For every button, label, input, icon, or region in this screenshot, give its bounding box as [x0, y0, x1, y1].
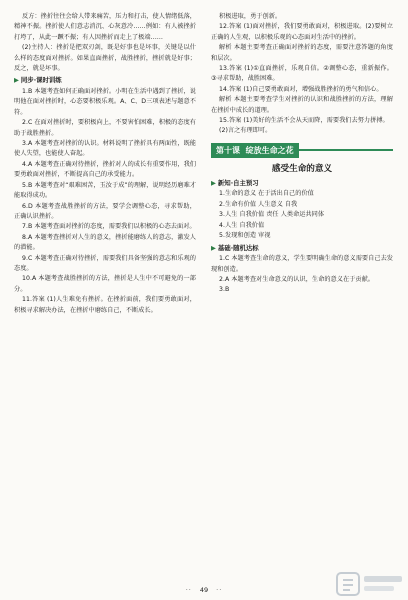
right-paragraph: 1.生命的意义 在于活出自己的价值: [219, 190, 314, 198]
right-paragraph: 14.答案 (1)自己要勇敢面对，增强战胜挫折的勇气和信心。: [219, 85, 383, 93]
left-paragraph: 10.A 本题考查战胜挫折的方法，挫折是人生中不可避免的一部分。: [14, 275, 196, 293]
left-paragraph: 1.B 本题考查如何正确面对挫折。小明在生活中遇到了挫折，说明他在面对挫折时，心态要积极乐观。A、C、D三项表述与题意不符。: [14, 88, 196, 116]
left-paragraph: 7.B 本题考查面对挫折的态度，需要我们以积极的心态去面对。: [22, 223, 196, 231]
page-number-dots-left: ··: [185, 586, 192, 594]
left-paragraph: 8.A 本题考查挫折对人生的意义，挫折能磨练人的意志，激发人的潜能。: [14, 233, 196, 252]
right-paragraph: 积极进取，勇于创新。: [219, 13, 282, 20]
section-heading-text: 同步·课时训练: [20, 76, 62, 85]
section-heading: [14, 75, 196, 86]
section-arrow-icon: ▶: [14, 76, 19, 85]
left-paragraph: 9.C 本题考查正确对待挫折，需要我们具备坚强的意志和乐观的态度。: [14, 254, 196, 272]
section-heading: [211, 178, 393, 189]
left-paragraph: 3.A 本题考查对挫折的认识。材料说明了挫折具有两面性，既能使人失望，也能使人奋起。: [14, 140, 196, 158]
right-paragraph: 2.生命有价值 人生意义 自我: [219, 200, 298, 208]
right-paragraph: 3.B: [219, 286, 230, 294]
lesson-number: 第十课: [216, 145, 240, 155]
right-paragraph: 4.人生 自我价值: [219, 221, 265, 229]
left-paragraph: 4.A 本题考查正确对待挫折，挫折对人的成长有重要作用，我们要勇敢面对挫折，不断提高自己的承受能力。: [14, 160, 196, 179]
watermark-stamp-icon: [336, 570, 404, 598]
page-number-dots-right: ··: [216, 586, 223, 594]
right-paragraph: (2)言之有理即可。: [219, 127, 272, 135]
lesson-divider: [299, 149, 393, 151]
right-paragraph: 1.C 本题考查生命的意义，学生要明确生命的意义需要自己去发现和创造。: [211, 255, 393, 273]
left-column: [14, 12, 196, 316]
left-paragraph: 反方：挫折往往会给人带来痛苦，压力和打击，使人情绪低落，精神不振。挫折使人们意志消沉、心灰意冷……例如：有人被挫折打垮了，从此一蹶不振；有人因挫折而走上了极端……: [14, 13, 196, 41]
lesson-header: [211, 143, 393, 158]
right-paragraph: 解析 本题主要考查正确面对挫折的态度，需要注意答题的角度和层次。: [211, 44, 393, 62]
right-paragraph: 12.答案 (1)面对挫折，我们要勇敢面对，积极进取。(2)要树立正确的人生观，以积极乐观的心态面对生活中的挫折。: [211, 23, 393, 41]
left-paragraph: 5.B 本题考查对“艰难困苦，玉汝于成”的理解，说明经历磨难才能取得成功。: [14, 181, 196, 200]
lesson-label: [211, 143, 299, 158]
right-paragraph: 2.A 本题考查对生命意义的认识，生命的意义在于贡献。: [219, 275, 375, 283]
right-paragraph: 解析 本题主要考查学生对挫折的认识和战胜挫折的方法，理解在挫折中成长的道理。: [211, 96, 393, 114]
section-arrow-icon: ▶: [211, 178, 216, 187]
section-arrow-icon: ▶: [211, 243, 216, 252]
section-heading-text: 新知·自主预习: [217, 178, 259, 187]
page-number-value: 49: [199, 586, 209, 594]
section-heading: [211, 243, 393, 254]
right-paragraph: 5.发现和创造 审视: [219, 232, 271, 240]
left-paragraph: (2)主持人：挫折是把双刃剑，既是好事也是坏事，关键是以什么样的态度面对挫折。如果直面挫折，战胜挫折，挫折就是好事；反之，就是坏事。: [14, 44, 196, 73]
left-paragraph: 2.C 在面对挫折时，要积极向上，不要害怕困难，积极的态度有助于战胜挫折。: [14, 119, 196, 137]
right-paragraph: 3.人生 自我价值 责任 人类命运共同体: [219, 211, 325, 219]
left-paragraph: 11.答案 (1)人生难免有挫折。在挫折面前，我们要勇敢面对，积极寻求解决办法，在挫折中磨练自己，不断成长。: [14, 296, 196, 314]
subsection-title: 感受生命的意义: [271, 163, 333, 174]
lesson-title: 绽放生命之花: [245, 145, 294, 155]
right-paragraph: 13.答案 (1)①直面挫折，乐观自信。②调整心态，重新振作。③寻求帮助，战胜困难。: [211, 65, 393, 83]
section-heading-text: 基础·随机达标: [217, 243, 259, 252]
left-paragraph: 6.D 本题考查战胜挫折的方法，要学会调整心态，寻求帮助，正确认识挫折。: [14, 202, 196, 220]
right-paragraph: 15.答案 (1)美好的生活不会从天而降，需要我们去努力拼搏。: [219, 117, 389, 125]
right-column: [211, 12, 393, 296]
